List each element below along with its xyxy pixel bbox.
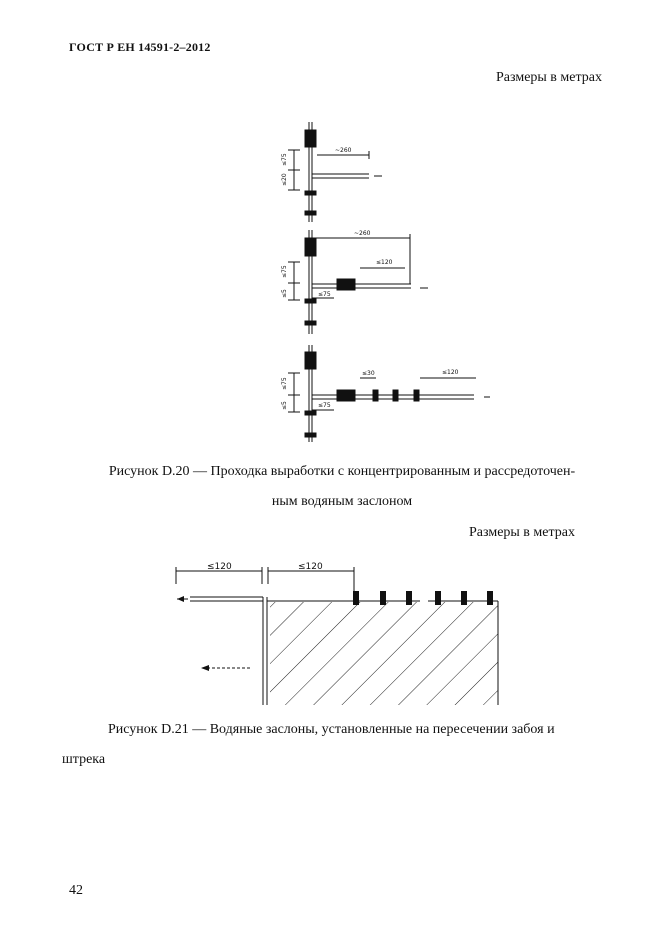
fig20-p3-dim-1: ≤30 — [362, 370, 375, 377]
figure21-units-label: Размеры в метрах — [469, 525, 575, 540]
fig21-dim-2: ≤120 — [298, 562, 323, 572]
fig20-p2-dim-4: ≤75 — [281, 265, 288, 278]
fig20-p3-dim-4: ≤75 — [281, 377, 288, 390]
figure20-caption-line1: Рисунок D.20 — Проходка выработки с концентрированным и рассредоточен- — [108, 464, 576, 479]
fig20-p2-dim-3: ≤75 — [318, 291, 331, 298]
figure20-units-label: Размеры в метрах — [496, 70, 602, 85]
fig20-p2-dim-2: ≤120 — [376, 259, 393, 266]
page-number: 42 — [69, 883, 83, 898]
fig20-p3-dim-2: ≤120 — [442, 369, 459, 376]
figure21-caption — [62, 715, 622, 775]
figure20-caption-line2: ным водяным заслоном — [271, 494, 413, 509]
figure21-caption-line2: штрека — [62, 752, 106, 767]
fig20-p1-dim-3: ≤20 — [281, 173, 288, 186]
fig20-p2-dim-5: ≤5 — [281, 289, 288, 298]
figure21-caption-line1: Рисунок D.21 — Водяные заслоны, установленные на пересечении забоя и — [108, 722, 555, 737]
fig21-dim-1: ≤120 — [207, 562, 232, 572]
fig20-p3-dim-3: ≤75 — [318, 402, 331, 409]
document-header: ГОСТ Р ЕН 14591-2–2012 — [69, 40, 211, 54]
fig20-p2-dim-1: ~260 — [354, 230, 371, 237]
fig20-p1-dim-1: ~260 — [335, 147, 352, 154]
fig20-p3-dim-5: ≤5 — [281, 401, 288, 410]
fig20-p1-dim-2: ≤75 — [281, 153, 288, 166]
